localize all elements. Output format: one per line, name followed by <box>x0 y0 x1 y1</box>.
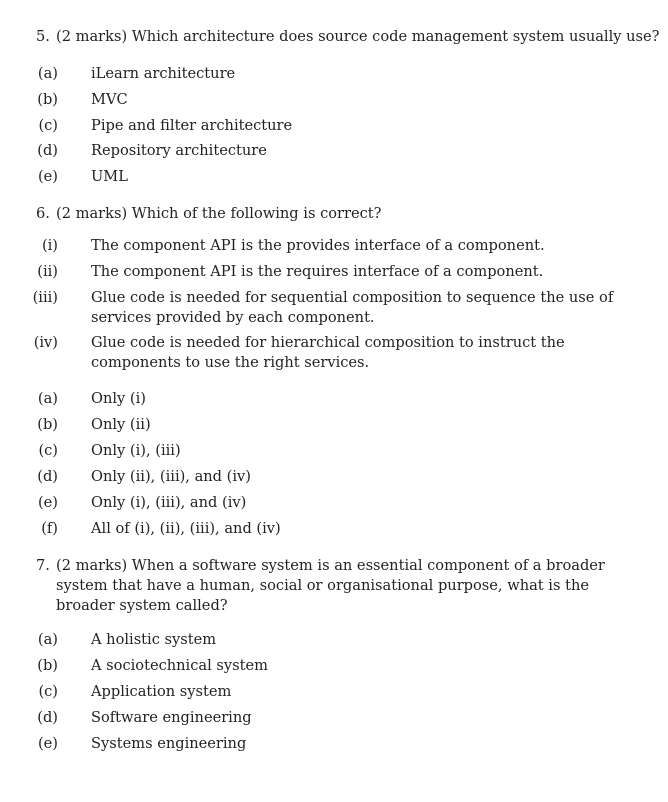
option-label: (b) <box>37 91 58 108</box>
option-label: (b) <box>37 657 58 674</box>
question-text: (2 marks) Which architecture does source code management system usually use? <box>56 28 660 45</box>
option-label: (f) <box>41 520 58 537</box>
statement-label: (i) <box>41 237 58 254</box>
option-label: (a) <box>37 631 58 648</box>
question-6 <box>36 204 626 224</box>
question-text: (2 marks) When a software system is an essential component of a broader system that have a human, social or organisational purpose, what is the broader system called? <box>56 557 605 614</box>
question-number: 6. <box>36 205 50 222</box>
option-label: (b) <box>37 416 58 433</box>
question-5 <box>36 27 660 47</box>
question-number: 5. <box>36 28 50 45</box>
option-label: (e) <box>37 494 58 511</box>
option-label: (e) <box>37 168 58 185</box>
option-text: Pipe and filter architecture <box>91 117 293 134</box>
option-text: MVC <box>91 91 128 108</box>
statement-label: (iv) <box>33 334 58 351</box>
option-label: (d) <box>37 142 58 159</box>
option-text: Application system <box>91 683 232 700</box>
option-label: (a) <box>37 65 58 82</box>
option-text: All of (i), (ii), (iii), and (iv) <box>91 520 281 537</box>
option-text: A holistic system <box>91 631 217 648</box>
statement-text: The component API is the requires interface of a component. <box>91 263 544 280</box>
statement-label: (ii) <box>37 263 58 280</box>
question-7 <box>36 556 626 616</box>
statement-label: (iii) <box>32 289 58 306</box>
statement-text: Glue code is needed for sequential composition to sequence the use of services provided by each component. <box>91 289 614 326</box>
option-label: (a) <box>37 390 58 407</box>
option-text: Only (i), (iii), and (iv) <box>91 494 247 511</box>
option-label: (c) <box>38 442 58 459</box>
option-label: (c) <box>38 117 58 134</box>
option-text: Systems engineering <box>91 735 247 752</box>
option-label: (d) <box>37 468 58 485</box>
question-text: (2 marks) Which of the following is correct? <box>56 205 382 222</box>
question-number: 7. <box>36 557 50 574</box>
option-text: Only (ii), (iii), and (iv) <box>91 468 251 485</box>
option-text: Software engineering <box>91 709 252 726</box>
option-label: (e) <box>37 735 58 752</box>
option-text: Only (i), (iii) <box>91 442 181 459</box>
option-text: Only (i) <box>91 390 146 407</box>
option-text: iLearn architecture <box>91 65 236 82</box>
option-label: (d) <box>37 709 58 726</box>
option-text: A sociotechnical system <box>91 657 268 674</box>
option-label: (c) <box>38 683 58 700</box>
option-text: Only (ii) <box>91 416 151 433</box>
option-text: Repository architecture <box>91 142 267 159</box>
statement-text: The component API is the provides interface of a component. <box>91 237 545 254</box>
statement-text: Glue code is needed for hierarchical composition to instruct the components to use the right services. <box>91 334 565 371</box>
option-text: UML <box>91 168 128 185</box>
